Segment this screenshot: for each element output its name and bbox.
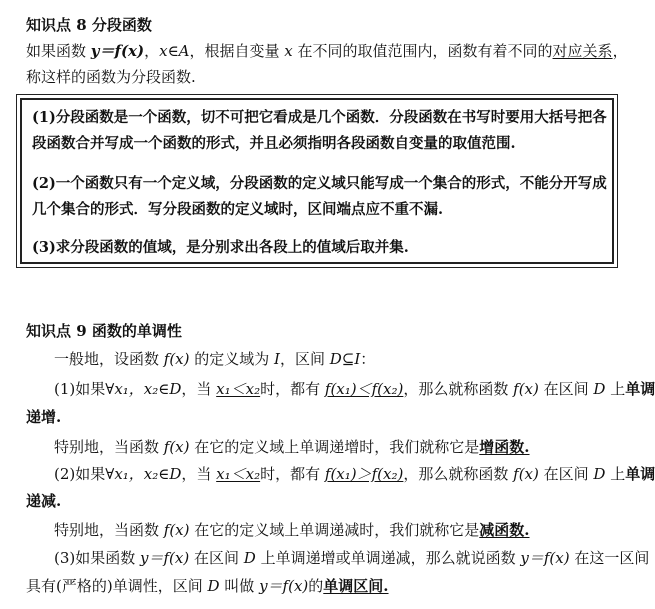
inc-text: ，当: [181, 380, 217, 398]
inc-vars: x₁，x₂∈D: [114, 380, 182, 398]
section9-intro: [54, 348, 375, 369]
decreasing-function-note: [54, 519, 530, 540]
decreasing-definition-line2: 递减.: [26, 492, 62, 510]
section9-title: 知识点 9 函数的单调性: [26, 322, 182, 340]
def-text: ，: [612, 42, 628, 60]
intro-text: 的定义域为: [189, 350, 275, 368]
dec-text: 在区间: [538, 465, 594, 483]
dec-vars: x₁，x₂∈D: [114, 465, 182, 483]
note1-line2: 段函数合并写成一个函数的形式，并且必须指明各段函数自变量的取值范围.: [32, 135, 516, 152]
mono-function: y＝f(x): [140, 549, 190, 567]
dec-sp-fx: f(x): [163, 521, 190, 539]
inc-text: 上: [605, 380, 626, 398]
dec-text: ，当: [181, 465, 217, 483]
decreasing-definition-line1: [54, 463, 655, 484]
inc-inequality: f(x₁)＜f(x₂): [324, 380, 404, 398]
decreasing-function-term: 减函数.: [479, 521, 530, 539]
inc-sp-fx: f(x): [163, 438, 190, 456]
inc-keyword: 单调: [625, 380, 655, 398]
dec-interval: D: [593, 465, 606, 483]
def-text: ，: [144, 42, 160, 60]
monotonicity-line1: [54, 547, 649, 568]
dec-sp-text: 在它的定义域上单调递减时，我们就称它是: [189, 521, 480, 539]
def-formula: y＝f(x): [90, 42, 145, 60]
increasing-function-note: [54, 436, 530, 457]
intro-domain: I: [274, 350, 280, 368]
notes-box: [16, 94, 618, 268]
intro-fx: f(x): [163, 350, 190, 368]
mono-text: 的: [308, 577, 324, 595]
mono-text: 上单调递增或单调递减，那么就说函数: [255, 549, 521, 567]
increasing-function-term: 增函数.: [479, 438, 530, 456]
inc-text: 时，都有: [260, 380, 325, 398]
monotonic-interval-term: 单调区间.: [323, 577, 389, 595]
monotonicity-line2: [26, 575, 389, 596]
mono-text: 具有(严格的)单调性，区间: [26, 577, 208, 595]
dec-text: ，那么就称函数: [403, 465, 514, 483]
def-text: 在不同的取值范围内，函数有着不同的: [292, 42, 553, 60]
dec-sp-text: 特别地，当函数: [54, 521, 164, 539]
mono-function: y＝f(x): [259, 577, 309, 595]
mono-text: 在这一区间: [569, 549, 650, 567]
def-domain: x∈A: [159, 42, 190, 60]
note3-line1: (3)求分段函数的值域，是分别求出各段上的值域后取并集.: [32, 239, 409, 256]
inc-sp-text: 在它的定义域上单调递增时，我们就称它是: [189, 438, 480, 456]
def-keyword: 对应关系: [552, 42, 613, 60]
def-text: ，根据自变量: [189, 42, 285, 60]
mono-interval: D: [207, 577, 220, 595]
intro-text: 一般地，设函数: [54, 350, 164, 368]
mono-text: 叫做: [219, 577, 260, 595]
dec-text: (2)如果∀: [54, 465, 115, 483]
notes-box-inner: [20, 98, 614, 264]
inc-text: ，那么就称函数: [403, 380, 514, 398]
inc-condition: x₁＜x₂: [216, 380, 261, 398]
inc-text: (1)如果∀: [54, 380, 115, 398]
section8-title: 知识点 8 分段函数: [26, 16, 152, 34]
def-variable: x: [284, 42, 293, 60]
intro-interval: D⊆I: [329, 350, 361, 368]
note1-line1: (1)分段函数是一个函数，切不可把它看成是几个函数．分段函数在书写时要用大括号把各: [32, 109, 607, 126]
def-text: 如果函数: [26, 42, 91, 60]
mono-function: y＝f(x): [520, 549, 570, 567]
dec-fx: f(x): [513, 465, 539, 483]
note2-line2: 几个集合的形式．写分段函数的定义域时，区间端点应不重不漏.: [32, 201, 444, 218]
increasing-definition-line1: [54, 378, 655, 399]
inc-fx: f(x): [513, 380, 539, 398]
inc-sp-text: 特别地，当函数: [54, 438, 164, 456]
intro-text: ：: [360, 350, 376, 368]
intro-text: ，区间: [279, 350, 330, 368]
inc-text: 在区间: [538, 380, 594, 398]
dec-text: 时，都有: [260, 465, 325, 483]
inc-interval: D: [593, 380, 606, 398]
dec-text: 上: [605, 465, 626, 483]
dec-inequality: f(x₁)＞f(x₂): [324, 465, 404, 483]
note2-line1: (2)一个函数只有一个定义域，分段函数的定义域只能写成一个集合的形式，不能分开写成: [32, 175, 607, 192]
dec-keyword: 单调: [625, 465, 655, 483]
mono-interval: D: [243, 549, 256, 567]
mono-text: (3)如果函数: [54, 549, 141, 567]
mono-text: 在区间: [189, 549, 244, 567]
section8-definition-line1: [26, 40, 628, 61]
dec-condition: x₁＜x₂: [216, 465, 261, 483]
section8-definition-line2: 称这样的函数为分段函数.: [26, 68, 196, 86]
increasing-definition-line2: 递增.: [26, 408, 62, 426]
